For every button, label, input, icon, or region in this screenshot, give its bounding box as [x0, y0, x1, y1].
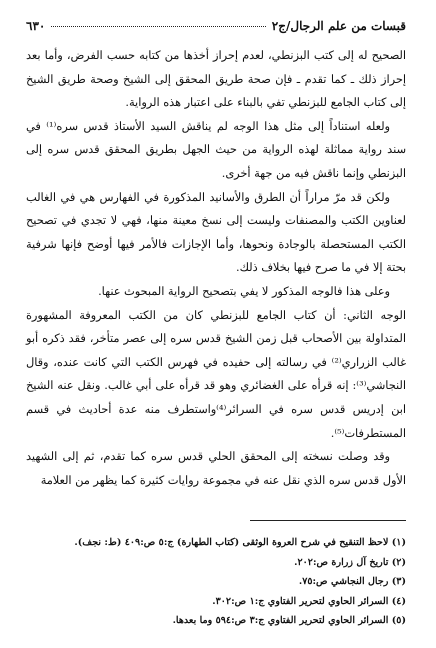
footnotes: [26, 533, 406, 630]
footnote: (٥) السرائر الحاوي لتحرير الفتاوي ج:٣ ص:٥٩٤ وما بعدها.: [172, 614, 406, 626]
running-header: [26, 18, 406, 34]
footnote: (٤) السرائر الحاوي لتحرير الفتاوي ج:١ ص:٣٠٢.: [212, 595, 406, 607]
header-dotted-leader: [51, 26, 265, 27]
footnote-separator: [250, 520, 406, 521]
page-number: ٦٣٠: [26, 19, 46, 33]
footnote: (٣) رجال النجاشي ص:٧٥.: [298, 576, 406, 588]
paragraph: ولكن قد مرّ مراراً أن الطرق والأسانيد المذكورة في الفهارس هي في الغالب لعناوين الكتب والمصنفات وليست إلى نسخ معينة منها، فهي لا تجدي في تصحيح الكتب المستحصلة بالوجادة ونحوها، وأما الإجازات فالأمر فيها أوضح فإنها شرفية بحتة إلا في ما صرح فيها بخلاف ذلك.: [26, 190, 406, 275]
footnote: (٢) تاريخ آل زرارة ص:٢٠٢.: [294, 556, 406, 568]
running-title: قبسات من علم الرجال/ج٢: [271, 19, 406, 33]
footnote: (١) لاحظ التنقيح في شرح العروة الوثقى (كتاب الطهارة) ج:٥ ص:٤٠٩ (ط: نجف).: [74, 537, 406, 549]
paragraph: وقد وصلت نسخته إلى المحقق الحلي قدس سره كما تقدم، ثم إلى الشهيد الأول قدس سره الذي نقل عنه في مجموعة روايات كثيرة كما يظهر من العلامة: [26, 450, 406, 487]
paragraph: وعلى هذا فالوجه المذكور لا يفي بتصحيح الرواية المبحوث عنها.: [98, 284, 390, 298]
paragraph: ولعله استناداً إلى مثل هذا الوجه لم يناقش السيد الأستاذ قدس سره⁽¹⁾ في سند رواية مماثلة لهذه الرواية من حيث الجهل بطريق المحقق قدس سره إلى البزنطي وإنما ناقش فيه من جهة أخرى.: [26, 119, 406, 180]
paragraph: الصحيح له إلى كتب البزنطي، لعدم إحراز أخذها من كتابه حسب الفرض، وأما بعد إحراز ذلك ـ كما تقدم ـ فإن صحة طريق المحقق إلى الشيخ وصحة طريق الشيخ إلى كتاب الجامع للبزنطي تفي بالبناء على اعتبار هذه الرواية.: [26, 49, 406, 110]
body-text: [26, 44, 406, 492]
paragraph: الوجه الثاني: أن كتاب الجامع للبزنطي كان من الكتب المعروفة المشهورة المتداولة بين الأصحاب قبل زمن الشيخ قدس سره إلى عصر متأخر، فقد ذكره أبو غالب الزراري⁽²⁾ في رسالته إلى حفيده في فهرس الكتب التي كانت عنده، وقال النجاشي⁽³⁾: إنه قرأه على الغضائري وهو قد قرأه على أبي غالب. ونقل عنه الشيخ ابن إدريس قدس سره في السرائر⁽⁴⁾واستطرف منه عدة أحاديث في قسم المستطرفات⁽⁵⁾.: [26, 308, 406, 440]
